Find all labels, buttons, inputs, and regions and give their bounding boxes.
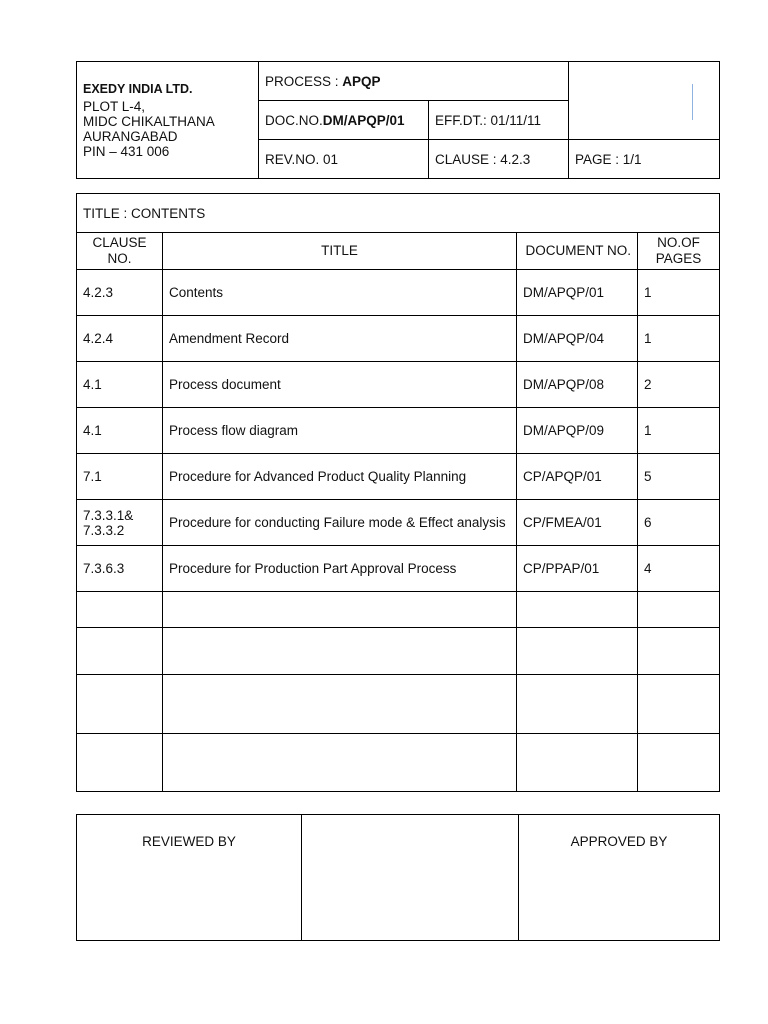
column-header-pages: NO.OF PAGES	[638, 233, 720, 270]
cell-doc: DM/APQP/01	[517, 270, 638, 316]
doc-no-cell	[259, 101, 429, 140]
cell-doc: CP/FMEA/01	[517, 500, 638, 546]
empty-cell	[638, 675, 720, 734]
address-line: MIDC CHIKALTHANA	[83, 113, 215, 129]
empty-cell	[163, 734, 517, 792]
contents-title: TITLE : CONTENTS	[77, 194, 720, 233]
company-name: EXEDY INDIA LTD.	[83, 81, 193, 96]
column-header-title: TITLE	[163, 233, 517, 270]
empty-cell	[163, 628, 517, 675]
reviewed-by-label: REVIEWED BY	[77, 815, 302, 941]
doc-no-label: DOC.NO.	[265, 112, 323, 128]
empty-row	[77, 675, 720, 734]
empty-cell	[163, 675, 517, 734]
empty-cell	[638, 592, 720, 628]
cell-title: Amendment Record	[163, 316, 517, 362]
page-ref: PAGE : 1/1	[569, 140, 720, 179]
cell-clause: 7.3.3.1& 7.3.3.2	[77, 500, 163, 546]
table-row	[77, 500, 720, 546]
process-cell	[259, 62, 569, 101]
empty-cell	[517, 675, 638, 734]
column-header-document: DOCUMENT NO.	[517, 233, 638, 270]
cell-title: Contents	[163, 270, 517, 316]
address-line: AURANGABAD	[83, 128, 178, 144]
empty-cell	[517, 592, 638, 628]
empty-cell	[638, 628, 720, 675]
rev-no: REV.NO. 01	[259, 140, 429, 179]
empty-cell	[163, 592, 517, 628]
table-row	[77, 454, 720, 500]
approved-by-label: APPROVED BY	[519, 815, 720, 941]
cell-title: Process document	[163, 362, 517, 408]
signoff-table	[76, 814, 720, 941]
cell-pages: 1	[638, 408, 720, 454]
cell-pages: 5	[638, 454, 720, 500]
process-value: APQP	[342, 73, 381, 89]
column-header-clause: CLAUSE NO.	[77, 233, 163, 270]
cell-pages: 4	[638, 546, 720, 592]
process-label: PROCESS :	[265, 73, 343, 89]
cell-clause: 4.2.4	[77, 316, 163, 362]
cell-clause: 7.1	[77, 454, 163, 500]
cell-pages: 1	[638, 316, 720, 362]
table-row	[77, 316, 720, 362]
empty-cell	[517, 734, 638, 792]
clause-ref: CLAUSE : 4.2.3	[429, 140, 569, 179]
empty-row	[77, 592, 720, 628]
document-header	[76, 61, 720, 179]
empty-cell	[77, 734, 163, 792]
cell-clause: 7.3.6.3	[77, 546, 163, 592]
empty-cell	[517, 628, 638, 675]
company-block	[77, 62, 259, 179]
cell-title: Procedure for conducting Failure mode & Effect analysis	[163, 500, 517, 546]
cell-clause: 4.1	[77, 362, 163, 408]
empty-cell	[77, 675, 163, 734]
empty-row	[77, 734, 720, 792]
empty-cell	[77, 592, 163, 628]
address-line: PLOT L-4,	[83, 98, 146, 114]
cell-doc: CP/APQP/01	[517, 454, 638, 500]
address-line: PIN – 431 006	[83, 143, 170, 159]
cell-pages: 2	[638, 362, 720, 408]
cell-doc: DM/APQP/08	[517, 362, 638, 408]
table-row	[77, 362, 720, 408]
table-row	[77, 546, 720, 592]
signature-space	[302, 815, 519, 941]
cell-clause: 4.2.3	[77, 270, 163, 316]
eff-date: EFF.DT.: 01/11/11	[429, 101, 569, 140]
cell-doc: DM/APQP/09	[517, 408, 638, 454]
empty-cell	[77, 628, 163, 675]
cell-title: Process flow diagram	[163, 408, 517, 454]
logo-mark	[692, 84, 693, 120]
table-row	[77, 270, 720, 316]
cell-title: Procedure for Production Part Approval Process	[163, 546, 517, 592]
contents-table	[76, 193, 720, 792]
table-row	[77, 408, 720, 454]
cell-doc: CP/PPAP/01	[517, 546, 638, 592]
cell-pages: 1	[638, 270, 720, 316]
cell-doc: DM/APQP/04	[517, 316, 638, 362]
empty-cell	[638, 734, 720, 792]
logo-cell	[569, 62, 720, 140]
cell-clause: 4.1	[77, 408, 163, 454]
cell-pages: 6	[638, 500, 720, 546]
doc-no-value: DM/APQP/01	[322, 112, 405, 128]
empty-row	[77, 628, 720, 675]
cell-title: Procedure for Advanced Product Quality Planning	[163, 454, 517, 500]
